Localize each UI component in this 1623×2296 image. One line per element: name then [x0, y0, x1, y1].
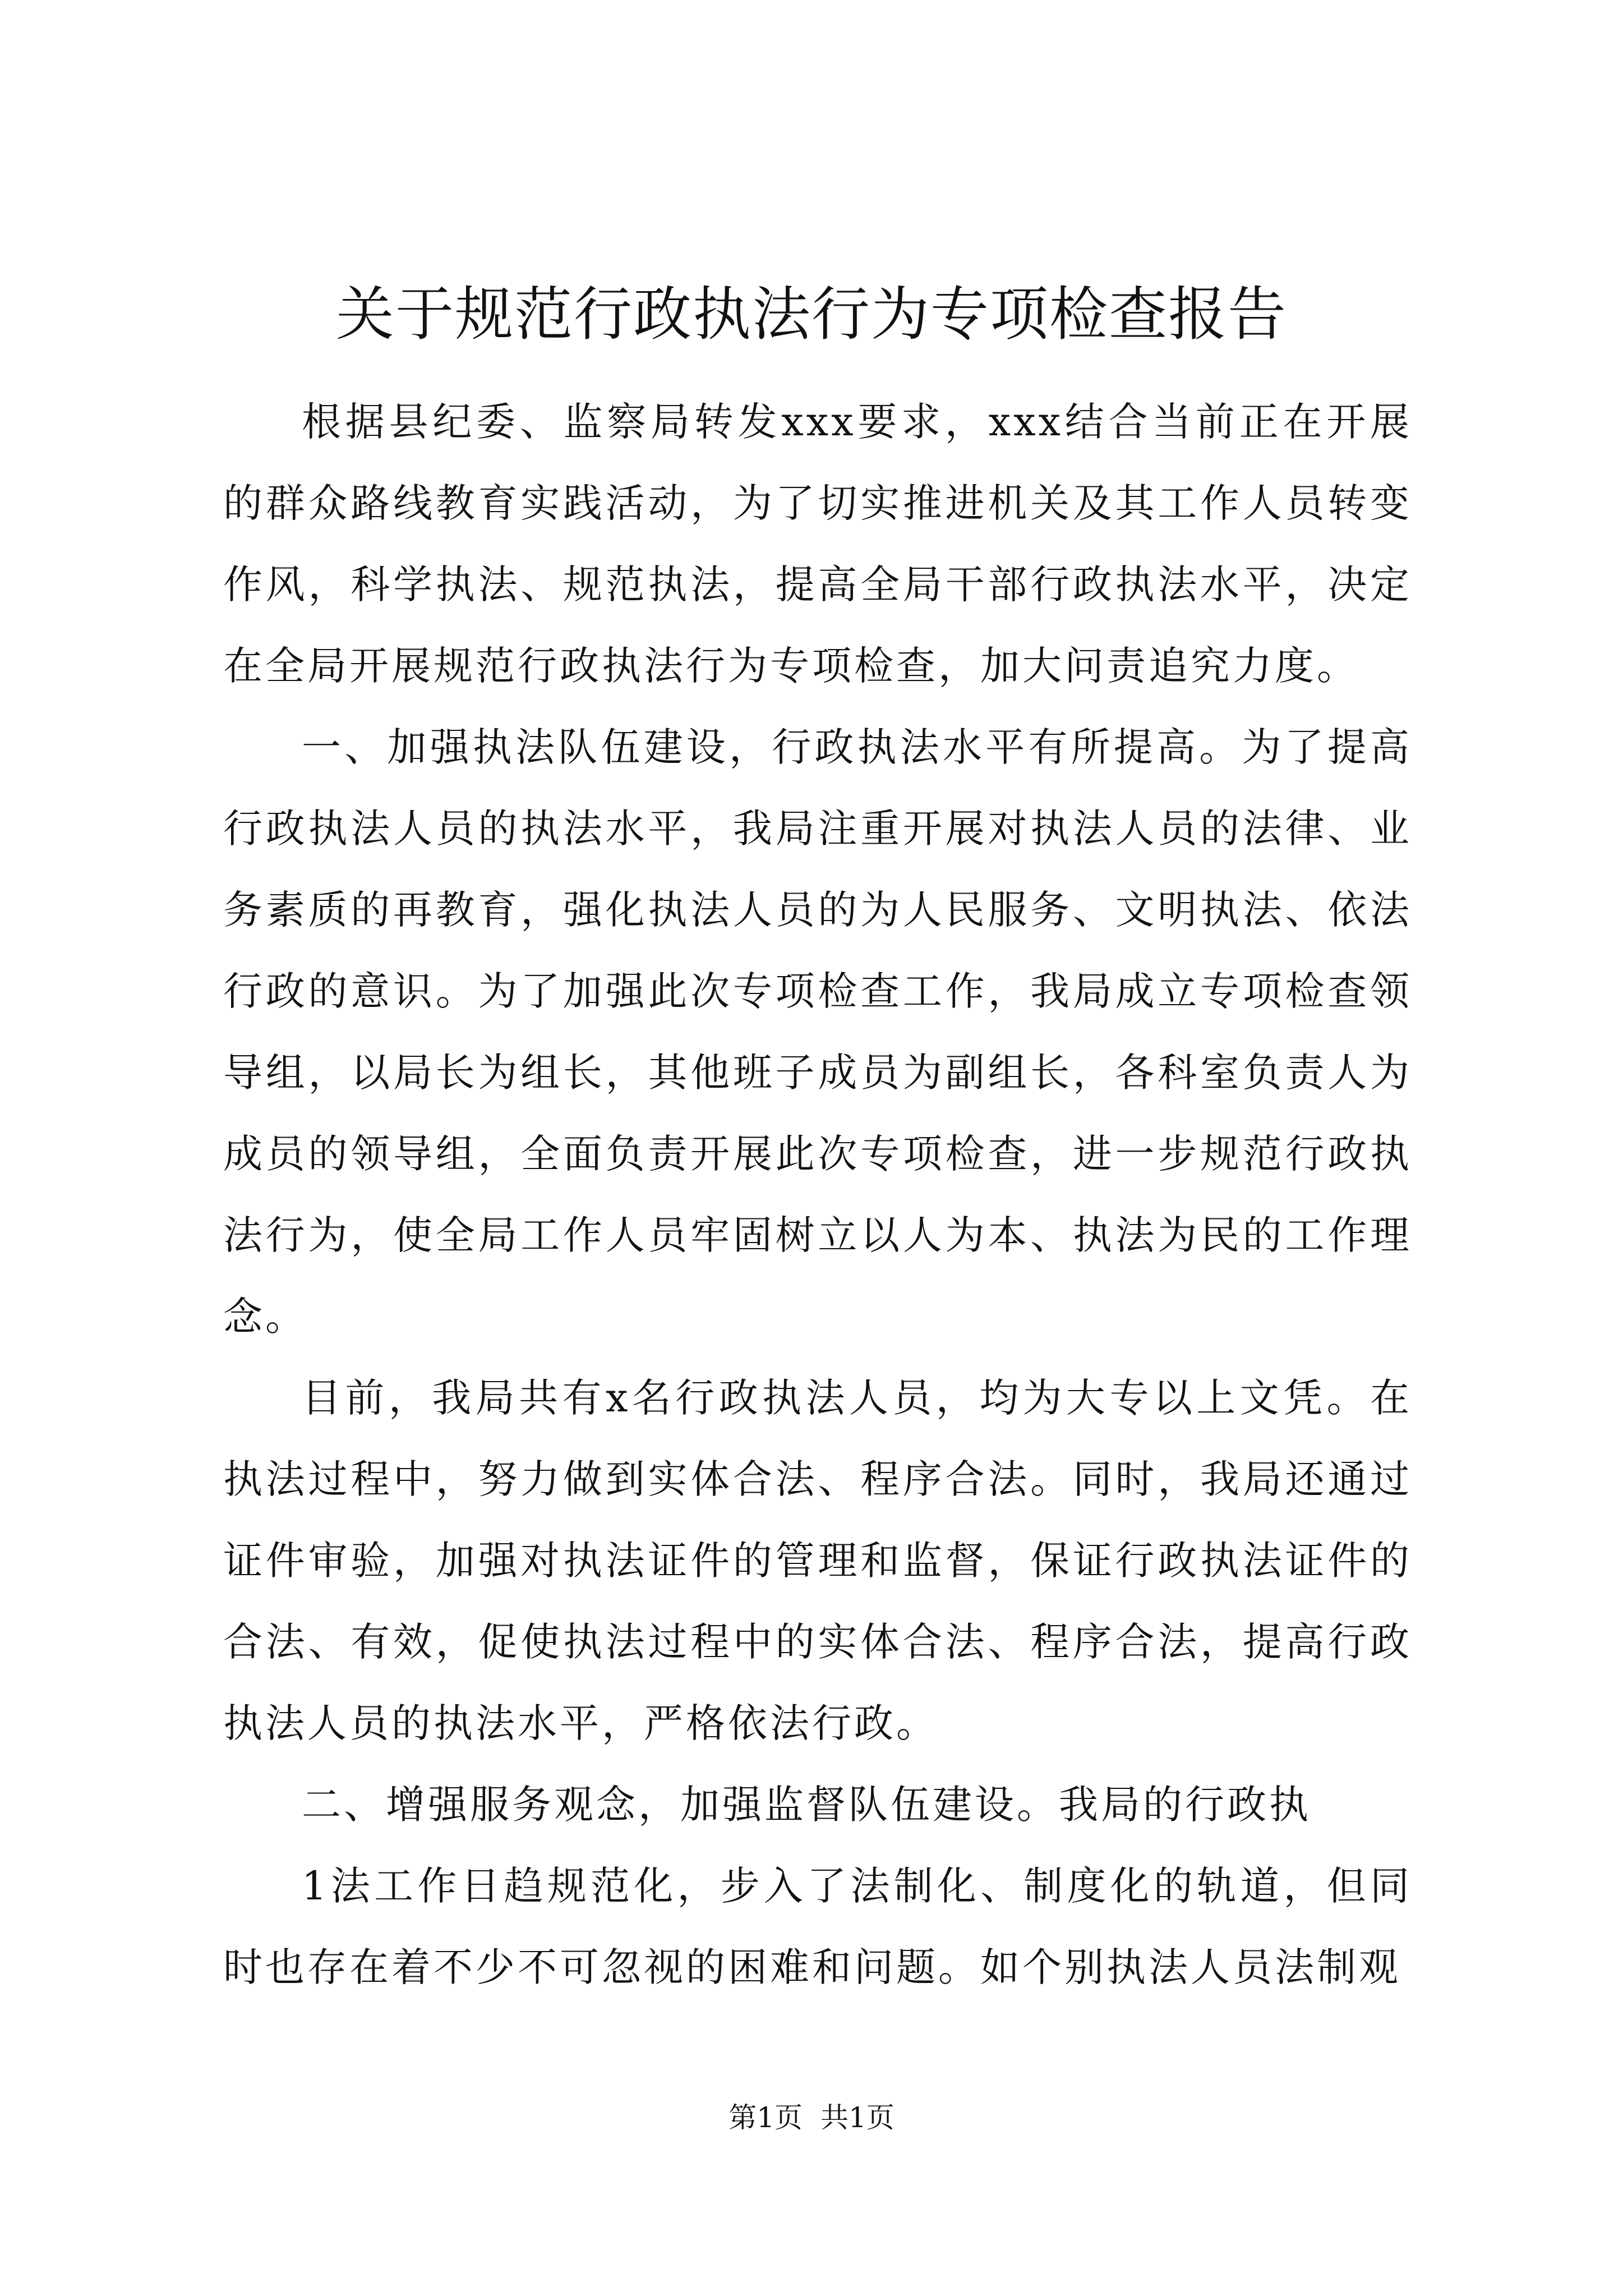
document-title: 关于规范行政执法行为专项检查报告	[335, 280, 1287, 348]
paragraph-current-status: 目前，我局共有x名行政执法人员，均为大专以上文凭。在执法过程中，努力做到实体合法、程序合法。同时，我局还通过证件审验，加强对执法证件的管理和监督，保证行政执法证件的合法、有效，促使执法过程中的实体合法、程序合法，提高行政执法人员的执法水平，严格依法行政。	[223, 1375, 1412, 1746]
paragraph-section-two: 二、增强服务观念，加强监督队伍建设。我局的行政执	[302, 1782, 1311, 1828]
page-number: 第1页	[728, 2101, 803, 2134]
document-body	[223, 381, 1412, 2008]
paragraph-section-one: 一、加强执法队伍建设，行政执法水平有所提高。为了提高行政执法人员的执法水平，我局注重开展对执法人员的法律、业务素质的再教育，强化执法人员的为人民服务、文明执法、依法行政的意识。为了加强此次专项检查工作，我局成立专项检查领导组，以局长为组长，其他班子成员为副组长，各科室负责人为成员的领导组，全面负责开展此次专项检查，进一步规范行政执法行为，使全局工作人员牢固树立以人为本、执法为民的工作理念。	[223, 724, 1412, 1340]
page-total: 共1页	[820, 2101, 895, 2134]
page-footer	[0, 2098, 1623, 2137]
paragraph-intro: 根据县纪委、监察局转发xxx要求，xxx结合当前正在开展的群众路线教育实践活动，为了切实推进机关及其工作人员转变作风，科学执法、规范执法，提高全局干部行政执法水平，决定在全局开展规范行政执法行为专项检查，加大问责追究力度。	[223, 399, 1412, 689]
paragraph-continuation: 1法工作日趋规范化，步入了法制化、制度化的轨道，但同时也存在着不少不可忽视的困难和问题。如个别执法人员法制观	[223, 1863, 1412, 1990]
